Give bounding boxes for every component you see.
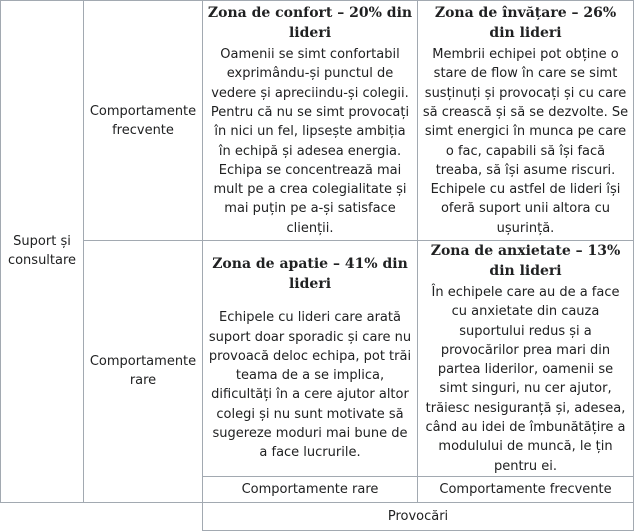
anxiety-zone-title: Zona de anxietate – 13% din lideri bbox=[430, 243, 621, 279]
empty-corner bbox=[1, 502, 203, 530]
apathy-zone-text: Echipele cu lideri care arată suport doar sporadic și care nu provoacă deloc echipa, pot trăi teama de a se implica, dificultăți în a cere ajutor altor colegi și nu sunt motivate să sugereze moduri mai bune de a face lucrurile. bbox=[208, 310, 412, 461]
apathy-zone-cell bbox=[203, 241, 418, 477]
comfort-zone-text: Oamenii se simt confortabil exprimându-și punctul de vedere și apreciindu-și colegii. Pentru că nu se simt provocați în nici un fel, lipsește ambiția în echipă și adesea energia. Echipa se concentrează mai mult pe a crea colegialitate și mai puțin pe a-și satisface clienții. bbox=[210, 47, 410, 236]
apathy-zone-title: Zona de apatie – 41% din lideri bbox=[212, 256, 408, 293]
comfort-zone-cell bbox=[203, 1, 418, 241]
comfort-zone-title: Zona de confort – 20% din lideri bbox=[207, 5, 413, 42]
anxiety-zone-cell bbox=[418, 241, 634, 477]
row-label-frequent: Comportamente frecvente bbox=[84, 1, 203, 241]
anxiety-zone-text: În echipele care au de a face cu anxietate din cauza suportului redus și a provocărilor prea mari din partea liderilor, oamenii se simt singuri, nu cer ajutor, trăiesc nesiguranță și, adesea, când au idei de îmbunătățire a modulului de muncă, le țin pentru ei. bbox=[425, 285, 626, 474]
learning-zone-title: Zona de învățare – 26% din lideri bbox=[434, 5, 617, 42]
column-label-rare: Comportamente rare bbox=[203, 476, 418, 502]
learning-zone-cell bbox=[418, 1, 634, 241]
row-label-rare: Comportamente rare bbox=[84, 241, 203, 503]
challenge-axis-label: Provocări bbox=[203, 502, 634, 530]
learning-zone-text: Membrii echipei pot obține o stare de flow în care se simt susținuți și provocați și cu care să crească și să se dezvolte. Se simt energici în munca pe care o fac, capabili să își facă treaba, să își asume riscuri. Echipele cu astfel de lideri își oferă suport unii altora cu ușurință. bbox=[422, 47, 629, 236]
column-label-frequent: Comportamente frecvente bbox=[418, 476, 634, 502]
support-axis-label: Suport și consultare bbox=[1, 1, 84, 503]
